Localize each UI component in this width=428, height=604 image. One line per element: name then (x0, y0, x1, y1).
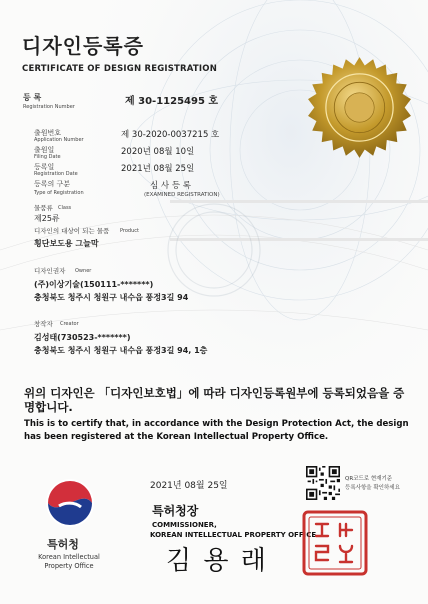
commissioner-title-en-1: COMMISSIONER, (152, 521, 217, 529)
filing-date: 2020년 08월 10일 (121, 147, 195, 157)
owner-name: (주)이상기술(150111-*******) (34, 280, 154, 289)
registration-label-ko: 등 록 (23, 93, 42, 102)
certificate-title-ko: 디자인등록증 (22, 34, 144, 58)
registration-date: 2021년 08월 25일 (121, 164, 195, 174)
registration-date-label-ko: 등록일 (34, 163, 55, 171)
application-label-ko: 출원번호 (34, 129, 62, 137)
application-label-en: Application Number (34, 137, 84, 143)
certificate-title-en: CERTIFICATE OF DESIGN REGISTRATION (22, 64, 218, 74)
reg-type-value-en: (EXAMINED REGISTRATION) (144, 192, 220, 198)
class-value: 제25류 (34, 214, 60, 223)
qr-code-icon[interactable] (306, 466, 340, 500)
creator-address: 충청북도 청주시 청원구 내수읍 풍정3길 94, 1층 (34, 346, 208, 355)
filing-date-label-ko: 출원일 (34, 146, 55, 154)
commissioner-title-en-2: KOREAN INTELLECTUAL PROPERTY OFFICE (150, 531, 317, 539)
owner-label-en: Owner (75, 268, 92, 274)
product-label-ko: 디자인의 대상이 되는 물품 (34, 227, 110, 235)
kipo-name-en-2: Property Office (44, 562, 94, 570)
product-label-en: Product (120, 228, 139, 234)
creator-label-ko: 창작자 (34, 320, 53, 328)
gold-seal-icon (307, 55, 412, 160)
class-label-ko: 물품류 (34, 204, 53, 212)
reg-type-label-ko: 등록의 구분 (34, 180, 71, 188)
registration-date-label-en: Registration Date (34, 171, 78, 177)
creator-name: 김성태(730523-*******) (34, 333, 131, 342)
owner-address: 충청북도 청주시 청원구 내수읍 풍정3길 94 (34, 293, 189, 302)
reg-type-value-ko: 심 사 등 록 (150, 181, 191, 191)
application-number: 제 30-2020-0037215 호 (121, 130, 220, 140)
certification-statement-en: This is to certify that, in accordance with the Design Protection Act, the design has been registered at the Korean Intellectual Property Office. (24, 419, 409, 442)
kipo-name-en-1: Korean Intellectual (38, 553, 100, 561)
qr-note-line2: 등록사항을 확인하세요 (345, 485, 400, 491)
kipo-logo-icon (45, 478, 95, 528)
issue-date: 2021년 08월 25일 (150, 481, 228, 491)
qr-note-line1: QR코드로 현재기준 (345, 476, 393, 482)
owner-label-ko: 디자인권자 (34, 267, 66, 275)
product-value: 횡단보도용 그늘막 (34, 239, 99, 248)
creator-label-en: Creator (60, 321, 79, 327)
commissioner-title-ko: 특허청장 (152, 504, 199, 518)
registration-label-en: Registration Number (23, 104, 75, 110)
commissioner-signature: 김 용 래 (166, 546, 268, 576)
official-seal-icon (302, 510, 368, 576)
filing-date-label-en: Filing Date (34, 154, 61, 160)
registration-number: 제 30-1125495 호 (125, 96, 219, 107)
kipo-name-ko: 특허청 (47, 538, 79, 551)
class-label-en: Class (58, 205, 72, 211)
reg-type-label-en: Type of Registration (34, 190, 84, 196)
certification-statement-ko: 위의 디자인은 「디자인보호법」에 따라 디자인등록원부에 등록되었음을 증명합니다. (24, 386, 405, 414)
